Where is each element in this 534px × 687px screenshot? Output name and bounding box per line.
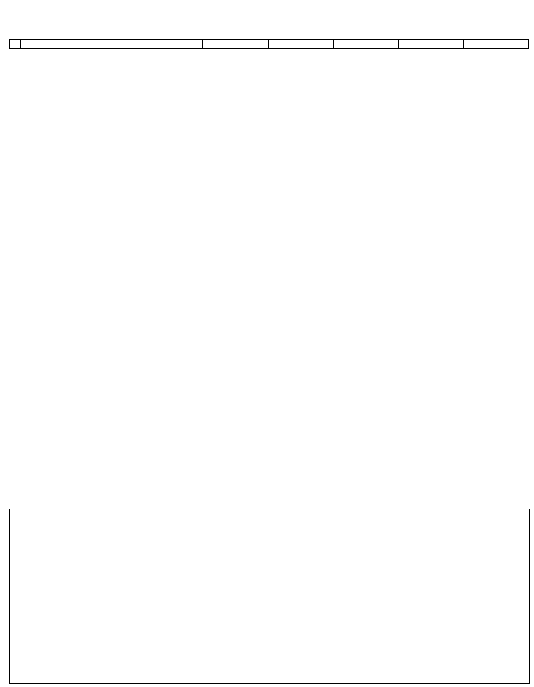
table-notes (9, 509, 530, 684)
sil3-header (399, 40, 464, 49)
technique-header (21, 40, 203, 49)
sil4-header (464, 40, 529, 49)
reference-header (203, 40, 269, 49)
techniques-table (9, 39, 529, 49)
sil2-header (334, 40, 399, 49)
sil1-header (269, 40, 334, 49)
header-row (10, 40, 529, 49)
sidebar-header (10, 40, 21, 49)
